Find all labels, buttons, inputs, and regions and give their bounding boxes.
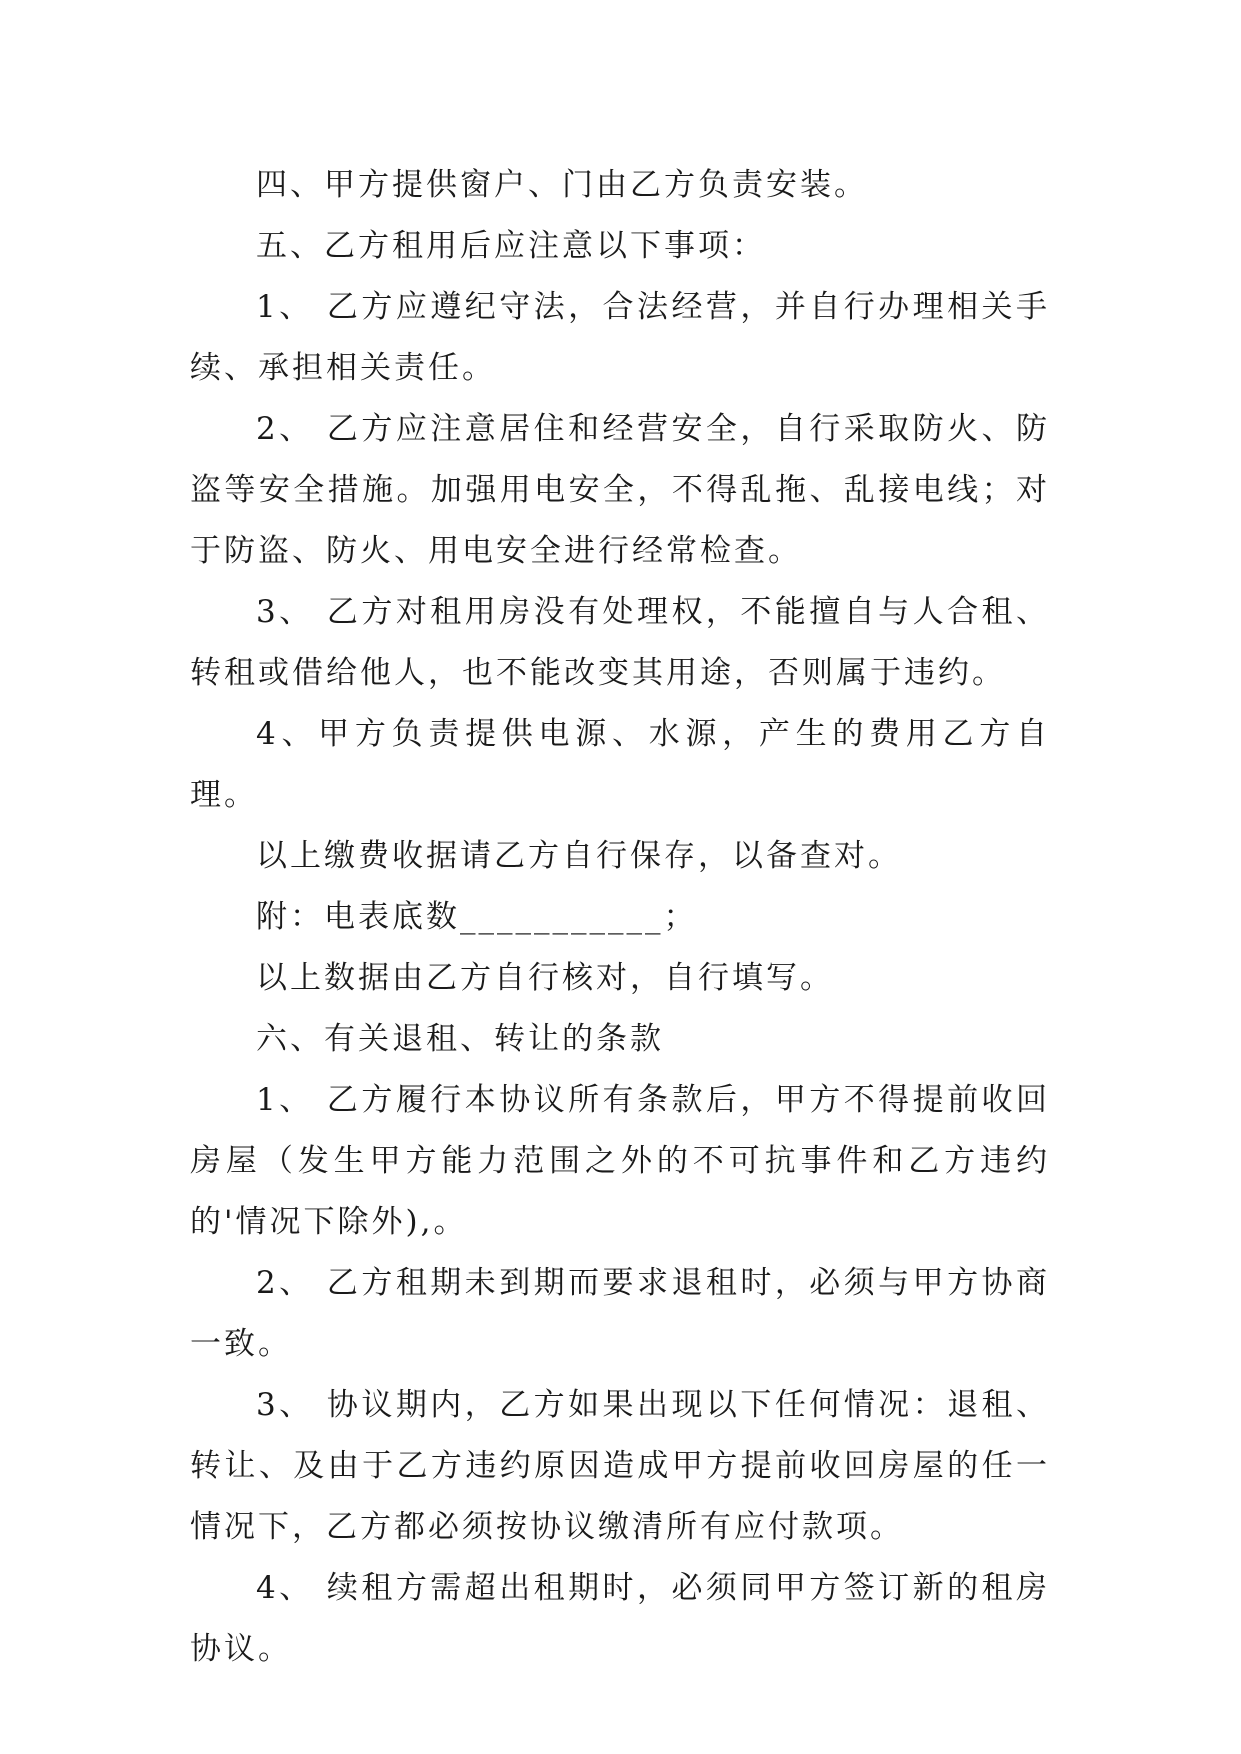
clause-6-item-4: 4、 续租方需超出租期时，必须同甲方签订新的租房协议。 [190,1570,1050,1667]
clause-4-windows-doors: 四、甲方提供窗户、门由乙方负责安装。 [256,167,868,203]
meter-reading-line: 附：电表底数___________； [256,899,698,935]
clause-5-item-2: 2、 乙方应注意居住和经营安全，自行采取防火、防盗等安全措施。加强用电安全，不得乱拖、乱接电线；对于防盗、防火、用电安全进行经常检查。 [190,411,1050,569]
data-verification-note: 以上数据由乙方自行核对，自行填写。 [256,960,834,996]
clause-5-item-4: 4、甲方负责提供电源、水源，产生的费用乙方自理。 [190,716,1050,813]
clause-5-item-3: 3、 乙方对租用房没有处理权，不能擅自与人合租、转租或借给他人，也不能改变其用途，否则属于违约。 [190,594,1050,691]
clause-6-item-1: 1、 乙方履行本协议所有条款后，甲方不得提前收回房屋（发生甲方能力范围之外的不可抗事件和乙方违约的'情况下除外),。 [190,1082,1050,1240]
receipt-note: 以上缴费收据请乙方自行保存，以备查对。 [256,838,902,874]
clause-6-item-2: 2、 乙方租期未到期而要求退租时，必须与甲方协商一致。 [190,1265,1050,1362]
clause-5-heading: 五、乙方租用后应注意以下事项： [256,228,766,264]
clause-6-item-3: 3、 协议期内，乙方如果出现以下任何情况：退租、转让、及由于乙方违约原因造成甲方提前收回房屋的任一情况下，乙方都必须按协议缴清所有应付款项。 [190,1387,1050,1545]
document-body [190,155,1050,1680]
clause-5-item-1: 1、 乙方应遵纪守法，合法经营，并自行办理相关手续、承担相关责任。 [190,289,1050,386]
clause-6-heading: 六、有关退租、转让的条款 [256,1021,664,1057]
